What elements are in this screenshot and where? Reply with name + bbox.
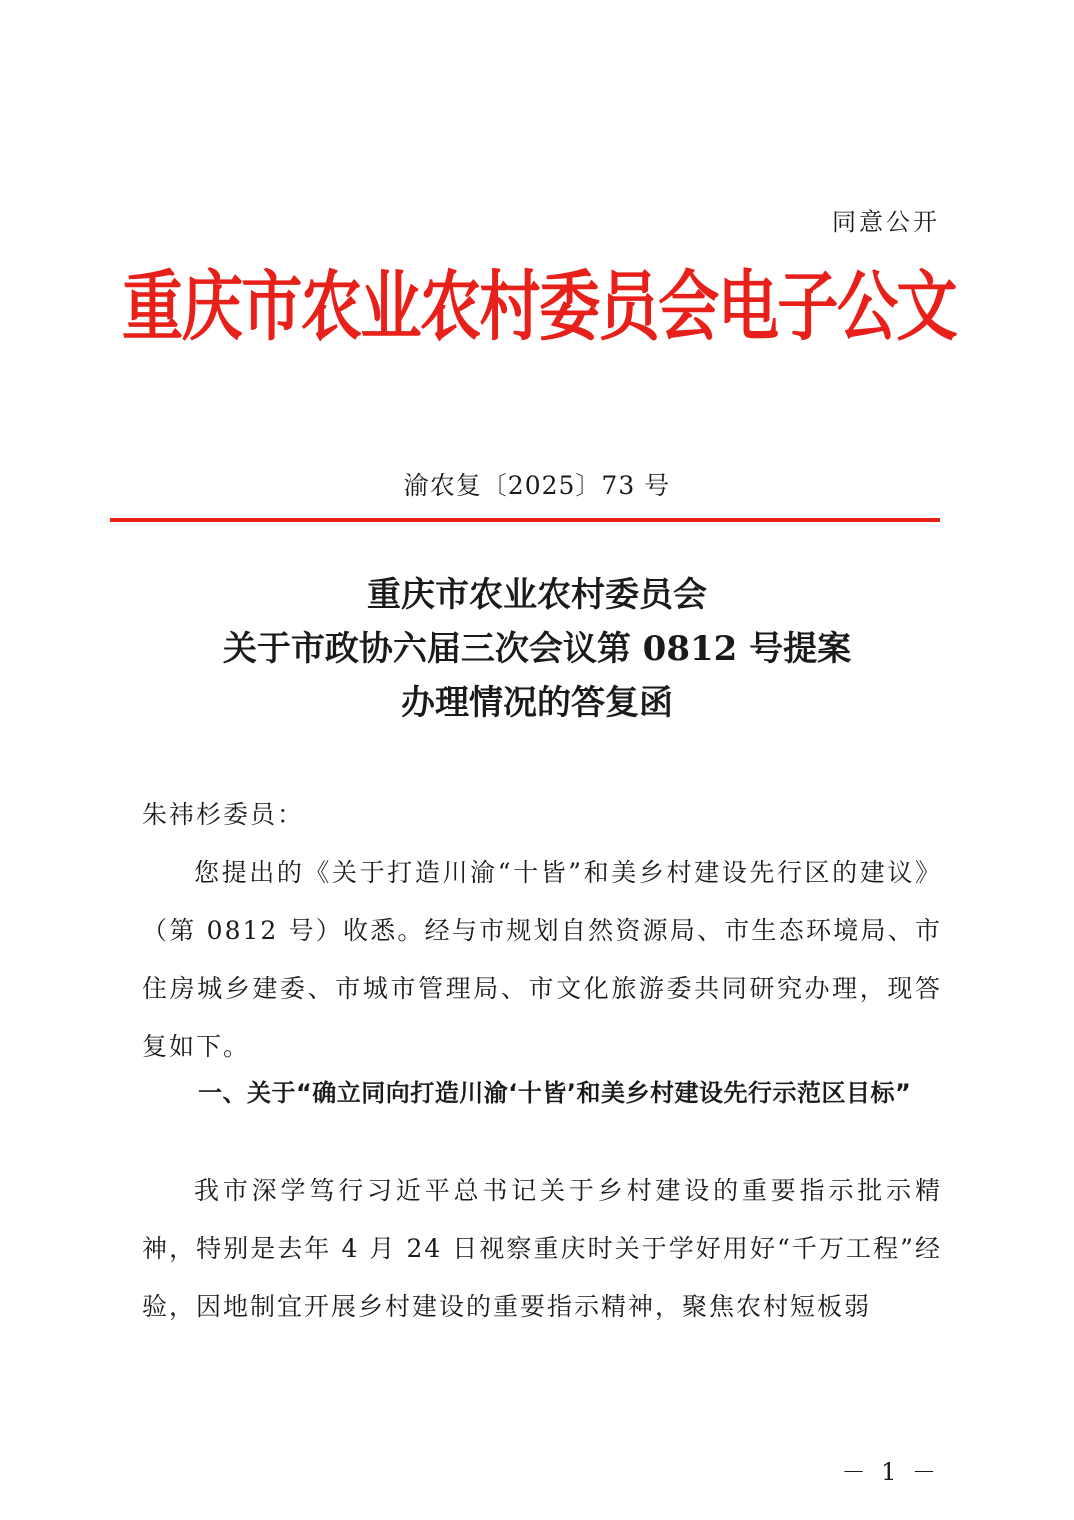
document-masthead: 重庆市农业农村委员会电子公文: [122, 262, 956, 351]
title-line-2: 关于市政协六届三次会议第 0812 号提案: [222, 629, 852, 669]
salutation: 朱祎杉委员：: [142, 800, 305, 829]
disclosure-label: 同意公开: [832, 208, 940, 236]
document-title: [0, 568, 1074, 730]
section-heading-1: 一、关于“确立同向打造川渝‘十皆’和美乡村建设先行示范区目标”: [198, 1079, 912, 1107]
document-number: 渝农复〔2025〕73 号: [403, 471, 671, 500]
body-paragraph-1: 您提出的《关于打造川渝“十皆”和美乡村建设先行区的建议》（第 0812 号）收悉。经与市规划自然资源局、市生态环境局、市住房城乡建委、市城市管理局、市文化旅游委共同研究办理，现答复如下。: [142, 858, 942, 1061]
title-line-1: 重庆市农业农村委员会: [367, 575, 707, 615]
page-number: － 1 －: [841, 1458, 940, 1486]
body-paragraph-2: 我市深学笃行习近平总书记关于乡村建设的重要指示批示精神，特别是去年 4 月 24 日视察重庆时关于学好用好“千万工程”经验，因地制宜开展乡村建设的重要指示精神，聚焦农村短板弱: [142, 1176, 942, 1321]
title-line-3: 办理情况的答复函: [401, 683, 673, 723]
red-divider-line: [110, 518, 940, 522]
